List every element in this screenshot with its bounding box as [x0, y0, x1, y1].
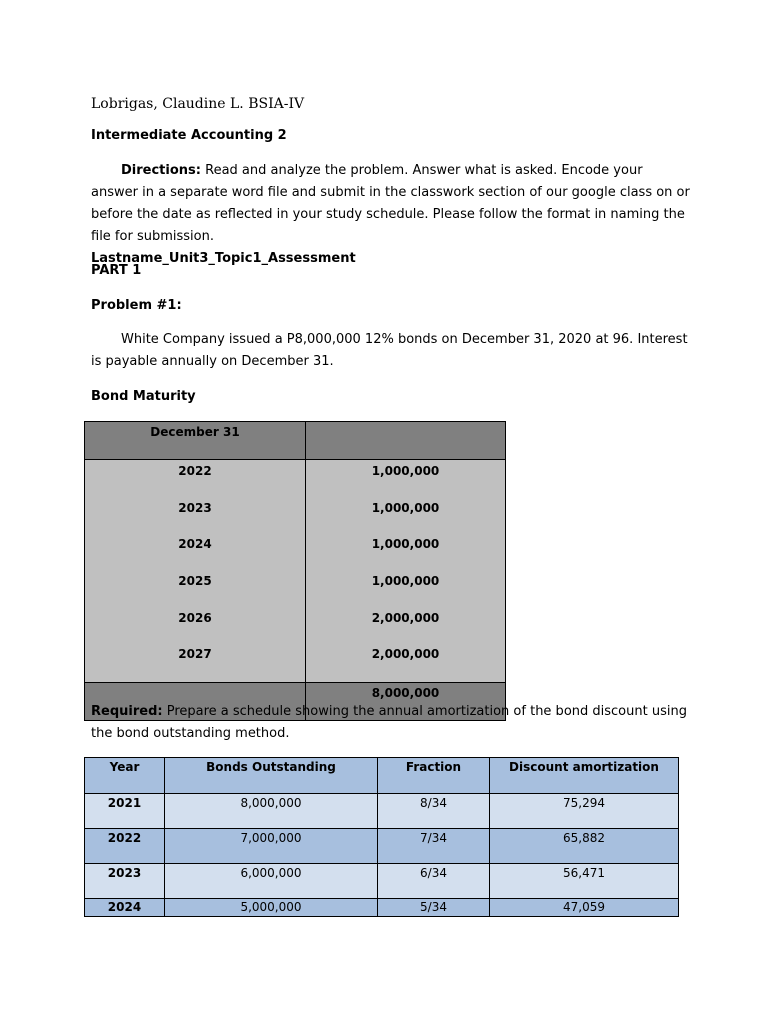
required-paragraph	[91, 701, 691, 745]
filename-format: Lastname_Unit3_Topic1_Assessment	[91, 251, 356, 266]
year-cell: 2023	[85, 864, 165, 899]
part-label: PART 1	[91, 263, 142, 278]
maturity-amount: 1,000,000	[306, 499, 506, 536]
amortization-header-row	[85, 758, 679, 794]
maturity-row	[85, 460, 506, 499]
bonds-outstanding-cell: 7,000,000	[165, 829, 378, 864]
bonds-outstanding-cell: 5,000,000	[165, 899, 378, 917]
fraction-cell: 6/34	[378, 864, 490, 899]
table-row	[85, 794, 679, 829]
table-row	[85, 829, 679, 864]
maturity-row	[85, 609, 506, 646]
maturity-amount: 2,000,000	[306, 609, 506, 646]
maturity-row	[85, 535, 506, 572]
maturity-amount: 1,000,000	[306, 572, 506, 609]
amortization-cell: 56,471	[490, 864, 679, 899]
maturity-total: 8,000,000	[306, 683, 506, 721]
required-label: Required:	[91, 704, 163, 719]
maturity-row	[85, 645, 506, 682]
problem-text: White Company issued a P8,000,000 12% bonds on December 31, 2020 at 96. Interest is payable annually on December 31.	[91, 332, 688, 369]
problem-title: Problem #1:	[91, 298, 182, 313]
fraction-cell: 7/34	[378, 829, 490, 864]
maturity-amount: 2,000,000	[306, 645, 506, 682]
year-cell: 2021	[85, 794, 165, 829]
directions-label: Directions:	[121, 163, 201, 178]
year-cell: 2024	[85, 899, 165, 917]
amortization-cell: 75,294	[490, 794, 679, 829]
column-header-discount-amortization: Discount amortization	[490, 758, 679, 794]
column-header-bonds-outstanding: Bonds Outstanding	[165, 758, 378, 794]
course-title: Intermediate Accounting 2	[91, 128, 287, 143]
maturity-year: 2022	[85, 460, 306, 499]
bonds-outstanding-cell: 8,000,000	[165, 794, 378, 829]
maturity-year: 2026	[85, 609, 306, 646]
table-row	[85, 899, 679, 917]
required-text: Prepare a schedule showing the annual amortization of the bond discount using the bond outstanding method.	[91, 704, 687, 741]
table-row	[85, 864, 679, 899]
maturity-amount: 1,000,000	[306, 535, 506, 572]
bond-maturity-table	[84, 421, 506, 721]
bonds-outstanding-cell: 6,000,000	[165, 864, 378, 899]
maturity-header-amount	[306, 422, 506, 460]
fraction-cell: 5/34	[378, 899, 490, 917]
maturity-year: 2027	[85, 645, 306, 682]
maturity-year: 2023	[85, 499, 306, 536]
maturity-year: 2024	[85, 535, 306, 572]
column-header-fraction: Fraction	[378, 758, 490, 794]
amortization-cell: 65,882	[490, 829, 679, 864]
directions-text: Read and analyze the problem. Answer what is asked. Encode your answer in a separate word file and submit in the classwork section of our google class on or before the date as reflected in your study schedule. Please follow the format in naming the file for submission.	[91, 163, 690, 244]
fraction-cell: 8/34	[378, 794, 490, 829]
amortization-table	[84, 757, 679, 917]
directions-paragraph	[91, 160, 691, 270]
column-header-year: Year	[85, 758, 165, 794]
maturity-row	[85, 572, 506, 609]
maturity-header-date: December 31	[85, 422, 306, 460]
maturity-amount: 1,000,000	[306, 460, 506, 499]
year-cell: 2022	[85, 829, 165, 864]
bond-maturity-title: Bond Maturity	[91, 389, 196, 404]
amortization-cell: 47,059	[490, 899, 679, 917]
maturity-header-row	[85, 422, 506, 460]
student-name: Lobrigas, Claudine L. BSIA-IV	[91, 96, 305, 112]
maturity-year: 2025	[85, 572, 306, 609]
maturity-row	[85, 499, 506, 536]
